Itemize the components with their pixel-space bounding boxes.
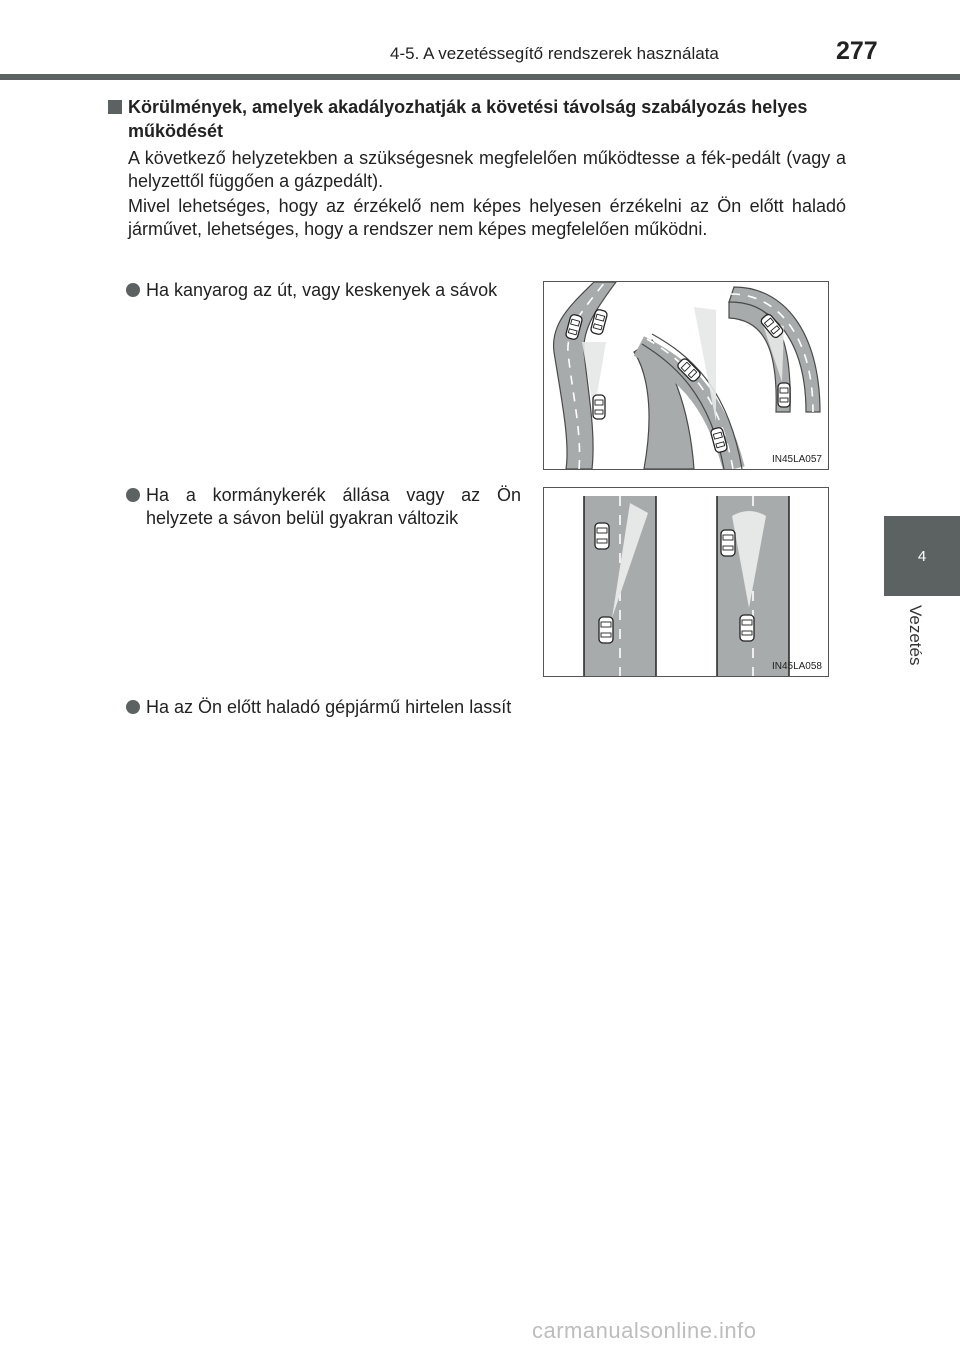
- chapter-label: Vezetés: [906, 605, 925, 666]
- header-title: 4-5. A vezetéssegítő rendszerek használata: [390, 44, 719, 63]
- figure-lane-position: [543, 487, 829, 677]
- chapter-tab[interactable]: [884, 516, 960, 596]
- section-heading: [108, 95, 848, 143]
- bullet-text: Ha a kormánykerék állása vagy az Ön helyzete a sávon belül gyakran változik: [146, 485, 521, 528]
- header-rule: [0, 74, 960, 80]
- section-heading-text: Körülmények, amelyek akadályozhatják a követési távolság szabályozás helyes működését: [128, 97, 808, 141]
- bullet-item-2: [126, 484, 521, 530]
- paragraph-2: Mivel lehetséges, hogy az érzékelő nem képes helyesen érzékelni az Ön előtt haladó járművet, lehetséges, hogy a rendszer nem képes megfelelően működni.: [128, 196, 846, 239]
- figure-winding-road: [543, 281, 829, 470]
- paragraph-1: A következő helyzetekben a szükségesnek megfelelően működtesse a fék-pedált (vagy a helyzettől függően a gázpedált).: [128, 148, 846, 191]
- heading-square-icon: [108, 100, 122, 114]
- bullet-text: Ha kanyarog az út, vagy keskenyek a sávok: [146, 280, 498, 300]
- winding-road-illustration: [544, 282, 828, 469]
- figure-code: IN45LA057: [771, 454, 822, 465]
- chapter-number: 4: [917, 547, 927, 565]
- bullet-text: Ha az Ön előtt haladó gépjármű hirtelen lassít: [146, 697, 512, 717]
- watermark: carmanualsonline.info: [532, 1318, 757, 1343]
- bullet-item-3: [126, 696, 726, 719]
- bullet-dot-icon: [126, 700, 140, 714]
- bullet-item-1: [126, 279, 521, 302]
- page-number: 277: [836, 37, 878, 65]
- lane-position-illustration: [544, 488, 828, 676]
- figure-code: IN45LA058: [771, 661, 822, 672]
- bullet-dot-icon: [126, 488, 140, 502]
- bullet-dot-icon: [126, 283, 140, 297]
